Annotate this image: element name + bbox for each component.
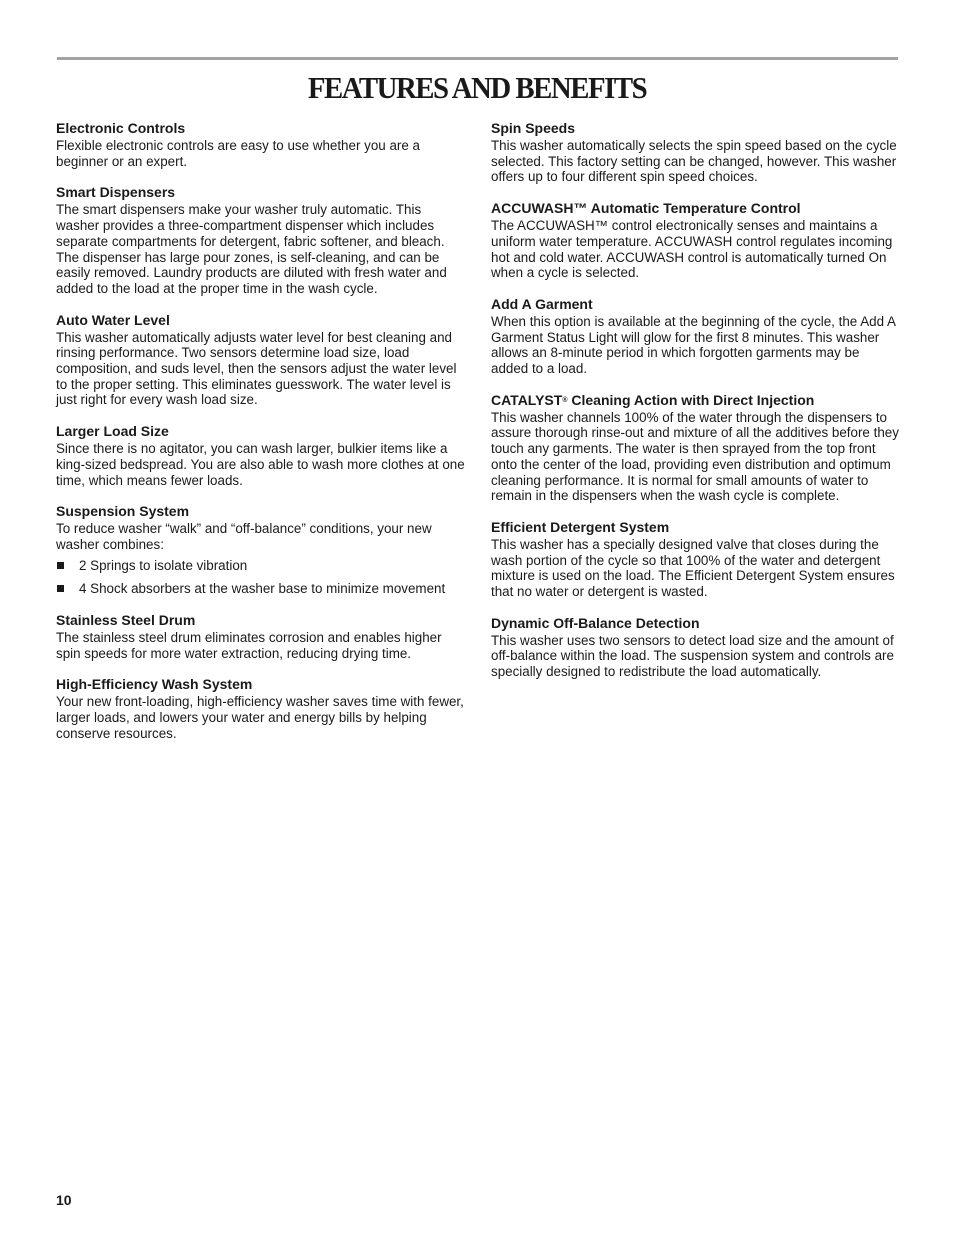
section-dynamic-off-balance: [491, 615, 899, 680]
section-body: When this option is available at the beginning of the cycle, the Add A Garment Status Light will glow for the first 8 minutes. This washer allows an 8-minute period in which forgotten garments may be added to a load.: [491, 313, 896, 377]
section-high-efficiency-wash-system: [56, 676, 468, 741]
section-smart-dispensers: [56, 184, 468, 296]
bullet-list: [56, 558, 468, 597]
square-bullet-icon: [57, 562, 64, 569]
section-accuwash: [491, 200, 899, 281]
section-larger-load-size: [56, 423, 468, 488]
section-body: Since there is no agitator, you can wash larger, bulkier items like a king-sized bedspread. You are also able to wash more clothes at one time, which means fewer loads.: [56, 441, 465, 488]
section-heading: ACCUWASH™ Automatic Temperature Control: [491, 200, 801, 217]
section-stainless-steel-drum: [56, 612, 468, 661]
section-efficient-detergent-system: [491, 519, 899, 600]
section-heading: Larger Load Size: [56, 423, 169, 440]
heading-main: CATALYST: [491, 391, 563, 408]
section-body: This washer uses two sensors to detect load size and the amount of off-balance within the load. The suspension system and controls are specially designed to redistribute the load automatically.: [491, 632, 894, 680]
section-body: The smart dispensers make your washer truly automatic. This washer provides a three-compartment dispenser which includes separate compartments for detergent, fabric softener, and bleach. The dispenser has large pour zones, is self-cleaning, and can be easily removed. Laundry products are diluted with fresh water and added to the load at the proper time in the wash cycle.: [56, 202, 447, 296]
right-column: [491, 120, 899, 695]
section-body: This washer has a specially designed valve that closes during the wash portion of the cycle so that 100% of the water and detergent mixture is used on the load. The Efficient Detergent System ensures that no water or detergent is wasted.: [491, 536, 895, 600]
page-title: FEATURES AND BENEFITS: [307, 70, 647, 105]
list-item: [56, 558, 468, 574]
section-heading: Electronic Controls: [56, 120, 186, 136]
section-catalyst-cleaning: [491, 392, 899, 504]
section-heading: Dynamic Off-Balance Detection: [491, 614, 700, 631]
section-heading: Spin Speeds: [491, 120, 576, 136]
section-body: Your new front-loading, high-efficiency washer saves time with fewer, larger loads, and lowers your water and energy bills by helping conserve resources.: [56, 694, 464, 741]
section-spin-speeds: [491, 120, 899, 185]
section-heading: High-Efficiency Wash System: [56, 676, 253, 693]
registered-mark: ®: [562, 396, 568, 404]
square-bullet-icon: [57, 585, 64, 592]
list-item-text: 4 Shock absorbers at the washer base to minimize movement: [79, 581, 446, 597]
section-body: The stainless steel drum eliminates corrosion and enables higher spin speeds for more water extraction, reducing drying time.: [56, 630, 442, 661]
section-auto-water-level: [56, 312, 468, 409]
section-heading: Smart Dispensers: [56, 184, 176, 201]
left-column: [56, 120, 468, 757]
section-heading: Add A Garment: [491, 295, 593, 312]
section-heading: Efficient Detergent System: [491, 518, 670, 535]
section-body: To reduce washer “walk” and “off-balance” conditions, your new washer combines:: [56, 521, 432, 552]
list-item-text: 2 Springs to isolate vibration: [79, 557, 248, 573]
section-body: This washer automatically adjusts water level for best cleaning and rinsing performance. Two sensors determine load size, load composition, and suds level, then the sensors adjust the water level to the proper setting. This eliminates guesswork. The water level is just right for every wash load size.: [56, 329, 457, 408]
section-body: This washer automatically selects the spin speed based on the cycle selected. This factory setting can be changed, however. This washer offers up to four different spin speed choices.: [491, 138, 897, 185]
page-number: 10: [56, 1192, 72, 1208]
section-heading: Suspension System: [56, 503, 190, 520]
section-electronic-controls: [56, 120, 468, 169]
list-item: [56, 581, 468, 597]
top-rule: [57, 57, 898, 60]
heading-rest: Cleaning Action with Direct Injection: [567, 391, 815, 408]
section-suspension-system: [56, 503, 468, 597]
section-body: Flexible electronic controls are easy to use whether you are a beginner or an expert.: [56, 138, 420, 169]
section-heading: Stainless Steel Drum: [56, 612, 196, 629]
section-add-a-garment: [491, 296, 899, 377]
section-body: This washer channels 100% of the water through the dispensers to assure thorough rinse-out and mixture of all the additives before they touch any garments. The water is then sprayed from the top front onto the center of the load, providing even distribution and optimum cleaning performance. It is normal for small amounts of water to remain in the dispensers when the wash cycle is complete.: [491, 409, 899, 504]
section-heading: Auto Water Level: [56, 311, 170, 328]
section-body: The ACCUWASH™ control electronically senses and maintains a uniform water temperature. ACCUWASH control regulates incoming hot and cold water. ACCUWASH control is automatically turned On when a cycle is selected.: [491, 218, 893, 281]
section-heading: [491, 392, 899, 408]
